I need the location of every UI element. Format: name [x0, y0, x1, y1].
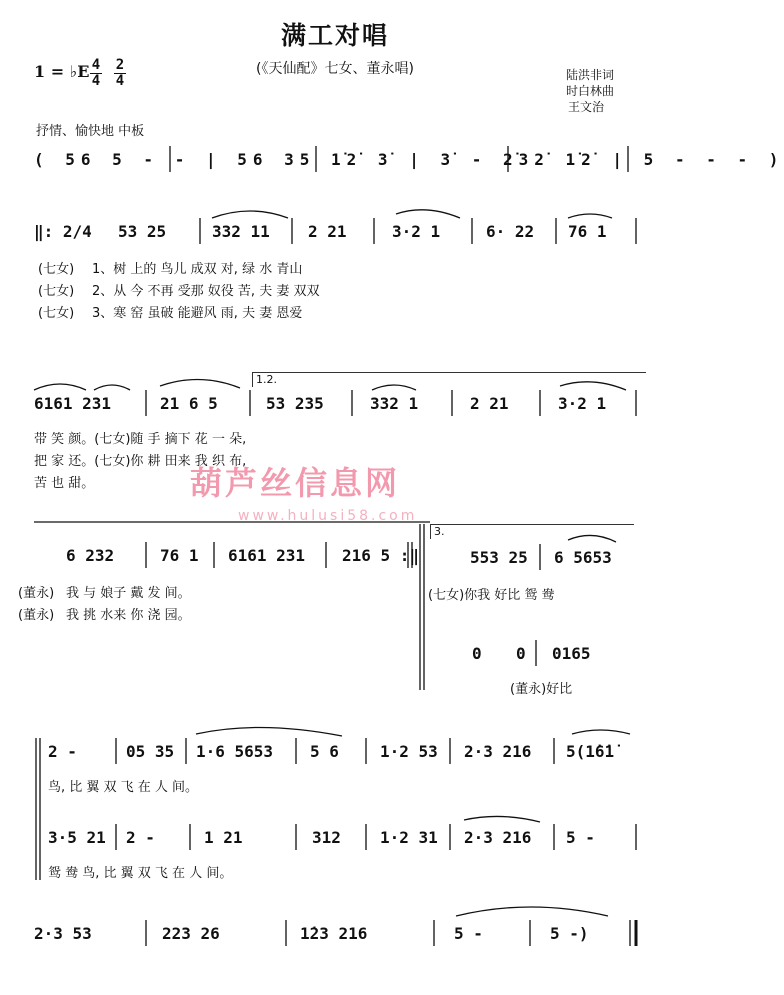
measure: 21 6 5: [160, 394, 218, 413]
credit-composer: 时白林曲: [566, 84, 615, 98]
measure: 6161 231: [34, 394, 112, 413]
measure: 3·5 21: [48, 828, 106, 847]
measure: 216 5 :‖: [342, 546, 420, 565]
measure: 1·2 53: [380, 742, 438, 761]
measure: 223 26: [162, 924, 220, 943]
lyric-line: 2、从 今 不再 受那 奴役 苦, 夫 妻 双双: [92, 284, 320, 299]
measure: 2·3 53: [34, 924, 92, 943]
measure: 312: [312, 828, 341, 847]
rest: 0: [516, 644, 526, 663]
song-title: 满工对唱: [280, 21, 389, 50]
watermark-url: www.hulusi58.com: [238, 508, 418, 524]
rest: 0: [472, 644, 482, 663]
time-signature-4-4: 4 4: [91, 57, 101, 89]
credit-arranger: 王文治: [568, 100, 605, 114]
song-subtitle: (《天仙配》七女、董永唱): [256, 61, 414, 77]
lyric-line: 我 与 娘子 戴 发 间。: [66, 586, 191, 601]
measure: 05 35: [126, 742, 175, 761]
lyric-line: 1、树 上的 鸟儿 成双 对, 绿 水 青山: [92, 262, 303, 277]
measure: 3·2 1: [392, 222, 441, 241]
key-signature: 1 = ♭E: [34, 62, 90, 81]
watermark-brand: 葫芦丝信息网: [190, 464, 401, 502]
measure: 332 11: [212, 222, 270, 241]
measure: 1·6 5653: [196, 742, 274, 761]
volta-3: 3.: [430, 524, 634, 539]
measure: 6· 22: [486, 222, 535, 241]
lyric-line: (董永)好比: [510, 682, 573, 697]
measure: 2 -: [126, 828, 155, 847]
measure: 2·3 216: [464, 828, 532, 847]
lyric-singer: (七女): [38, 284, 75, 299]
measure: 76 1: [160, 546, 199, 565]
lyric-singer: (七女): [38, 262, 75, 277]
measure: 1 21: [204, 828, 243, 847]
credit-lyricist: 陆洪非词: [566, 68, 615, 82]
measure: 6161 231: [228, 546, 306, 565]
repeat-start: ‖: 2/4: [34, 222, 92, 241]
measure: 53 235: [266, 394, 324, 413]
lyric-line: 带 笑 颜。(七女)随 手 摘下 花 一 朵,: [34, 432, 247, 447]
measure: 6 232: [66, 546, 115, 565]
lyric-line: 3、寒 窑 虽破 能避风 雨, 夫 妻 恩爱: [92, 306, 303, 321]
measure: 3·2 1: [558, 394, 607, 413]
lyric-line: 我 挑 水来 你 浇 园。: [66, 608, 191, 623]
measure: 553 25: [470, 548, 528, 567]
measure: 53 25: [118, 222, 167, 241]
measure: 2 21: [470, 394, 509, 413]
measure: 2 21: [308, 222, 347, 241]
lyric-line: (七女)你我 好比 鸳 鸯: [428, 588, 555, 603]
lyric-singer: (董永): [18, 608, 55, 623]
measure: 2 -: [48, 742, 77, 761]
measure: 5 6: [310, 742, 339, 761]
measure: 76 1: [568, 222, 607, 241]
lyric-singer: (董永): [18, 586, 55, 601]
lyric-line: 鸳 鸯 鸟, 比 翼 双 飞 在 人 间。: [48, 866, 233, 881]
lyric-line: 苦 也 甜。: [34, 476, 95, 491]
measure: 6 5653: [554, 548, 612, 567]
lyric-line: 鸟, 比 翼 双 飞 在 人 间。: [48, 780, 199, 795]
measure: 5(1̇6̇1̇: [566, 742, 615, 761]
measure: 0165: [552, 644, 591, 663]
measure: 5 -: [454, 924, 483, 943]
intro-notation: ( 56 5 - - | 56 35 1̇2̇ 3̇ | 3̇ - 2̇32̇ 1̇2̇ | 5 - - - ): [34, 150, 784, 169]
lyric-singer: (七女): [38, 306, 75, 321]
measure: 2·3 216: [464, 742, 532, 761]
measure: 332 1: [370, 394, 419, 413]
measure: 5 -): [550, 924, 589, 943]
time-signature-2-4: 2 4: [115, 57, 125, 89]
measure: 1̇23 216: [300, 924, 368, 943]
measure: 1·2 31: [380, 828, 438, 847]
tempo-marking: 抒情、愉快地 中板: [36, 124, 145, 139]
volta-1-2: 1.2.: [252, 372, 646, 387]
measure: 5 -: [566, 828, 595, 847]
lyric-line: 把 家 还。(七女)你 耕 田来 我 织 布,: [34, 454, 247, 469]
